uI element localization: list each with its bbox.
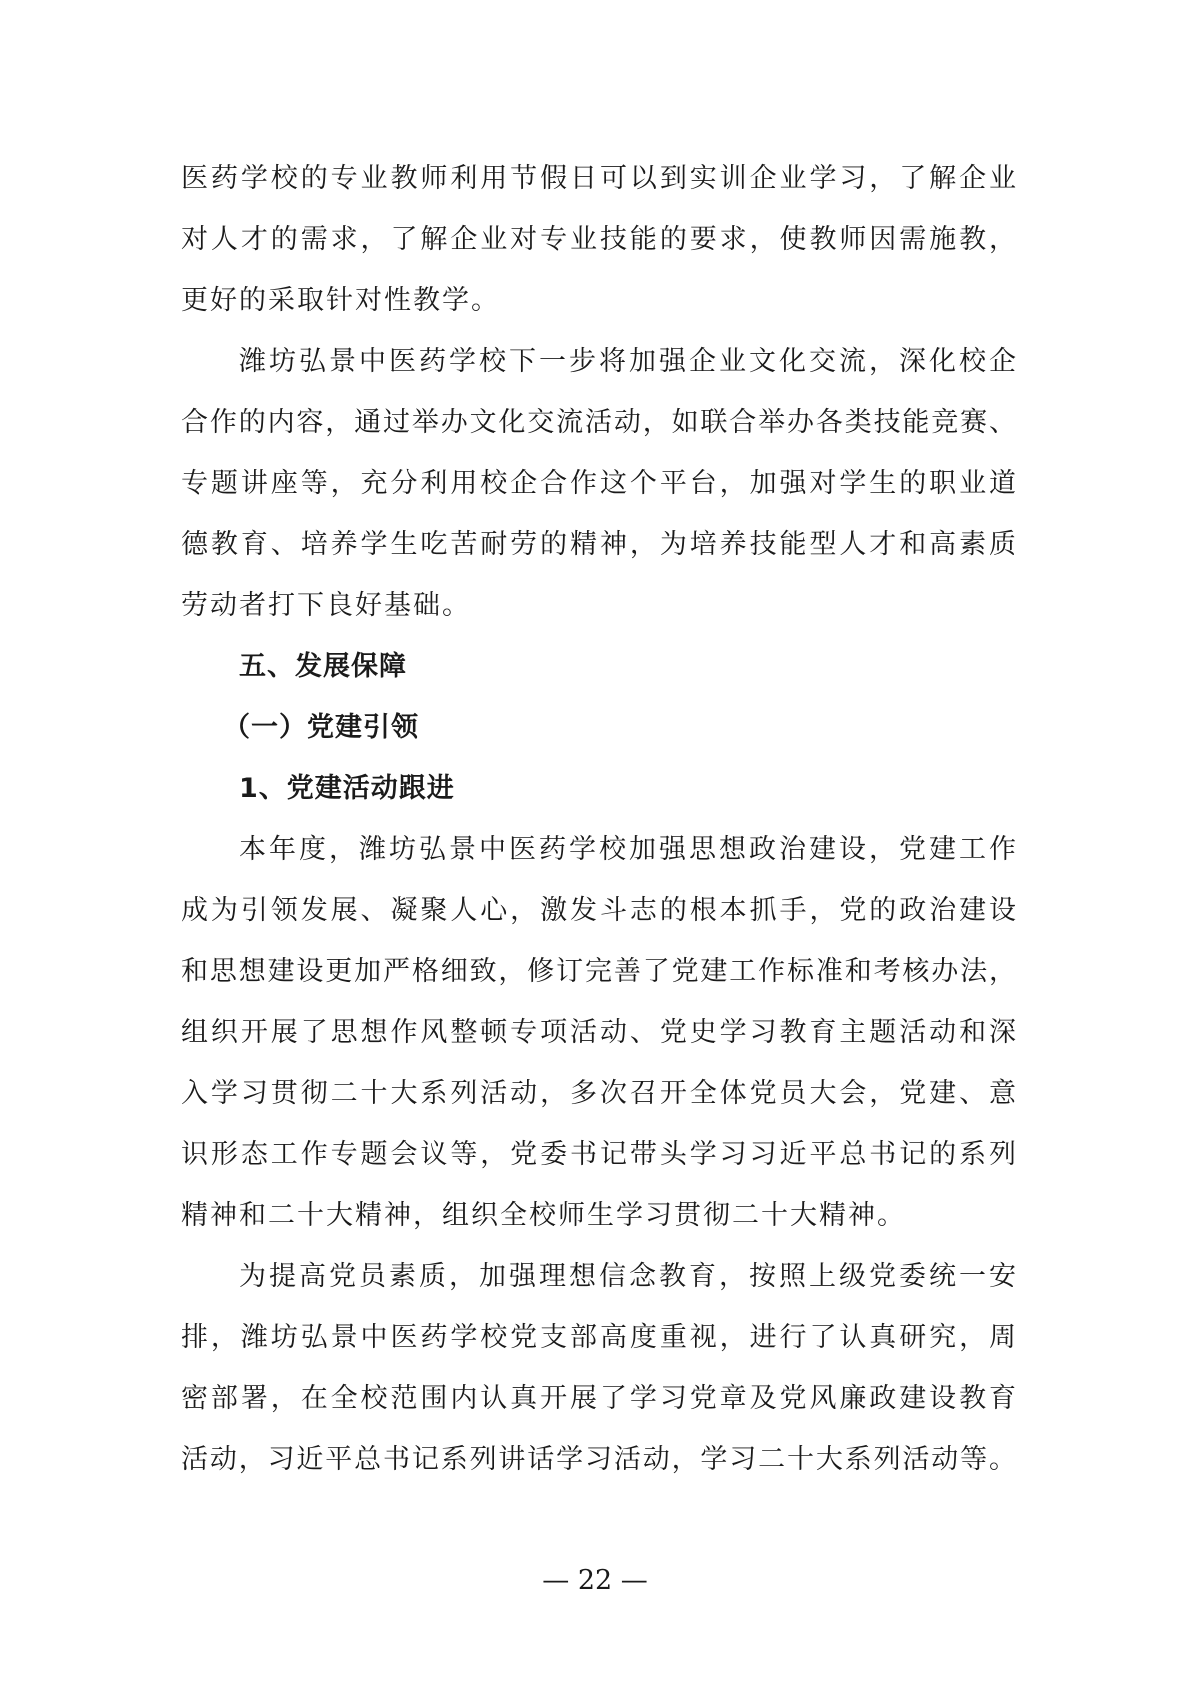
section-heading: 五、发展保障	[239, 651, 407, 682]
text-line: 专题讲座等，充分利用校企合作这个平台，加强对学生的职业道	[181, 468, 1016, 499]
text-line: 活动，习近平总书记系列讲话学习活动，学习二十大系列活动等。	[181, 1444, 1016, 1475]
text-line: 密部署，在全校范围内认真开展了学习党章及党风廉政建设教育	[181, 1383, 1016, 1414]
paragraph-enterprise-culture	[181, 331, 1016, 636]
text-line: 更好的采取针对性教学。	[181, 285, 500, 316]
paragraph-party-building	[181, 819, 1016, 1246]
text-line: 成为引领发展、凝聚人心，激发斗志的根本抓手，党的政治建设	[181, 895, 1016, 926]
text-line: 本年度，潍坊弘景中医药学校加强思想政治建设，党建工作	[239, 834, 1016, 865]
paragraph-continuation	[181, 148, 1016, 331]
text-line: 合作的内容，通过举办文化交流活动，如联合举办各类技能竞赛、	[181, 407, 1016, 438]
text-line: 排，潍坊弘景中医药学校党支部高度重视，进行了认真研究，周	[181, 1322, 1016, 1353]
text-line: 医药学校的专业教师利用节假日可以到实训企业学习，了解企业	[181, 163, 1016, 194]
text-line: 德教育、培养学生吃苦耐劳的精神，为培养技能型人才和高素质	[181, 529, 1016, 560]
text-line: 为提高党员素质，加强理想信念教育，按照上级党委统一安	[239, 1261, 1016, 1292]
text-line: 对人才的需求，了解企业对专业技能的要求，使教师因需施教，	[181, 224, 1016, 255]
paragraph-member-quality	[181, 1246, 1016, 1490]
text-line: 入学习贯彻二十大系列活动，多次召开全体党员大会，党建、意	[181, 1078, 1016, 1109]
text-line: 和思想建设更加严格细致，修订完善了党建工作标准和考核办法，	[181, 956, 1016, 987]
text-line: 精神和二十大精神，组织全校师生学习贯彻二十大精神。	[181, 1200, 906, 1231]
text-line: 潍坊弘景中医药学校下一步将加强企业文化交流，深化校企	[239, 346, 1016, 377]
text-line: 组织开展了思想作风整顿专项活动、党史学习教育主题活动和深	[181, 1017, 1016, 1048]
text-line: 识形态工作专题会议等，党委书记带头学习习近平总书记的系列	[181, 1139, 1016, 1170]
page-number: — 22 —	[542, 1565, 648, 1596]
item-heading: 1、党建活动跟进	[239, 773, 455, 804]
subsection-heading: （一）党建引领	[223, 712, 419, 743]
text-line: 劳动者打下良好基础。	[181, 590, 471, 621]
page-body	[181, 148, 1016, 1490]
